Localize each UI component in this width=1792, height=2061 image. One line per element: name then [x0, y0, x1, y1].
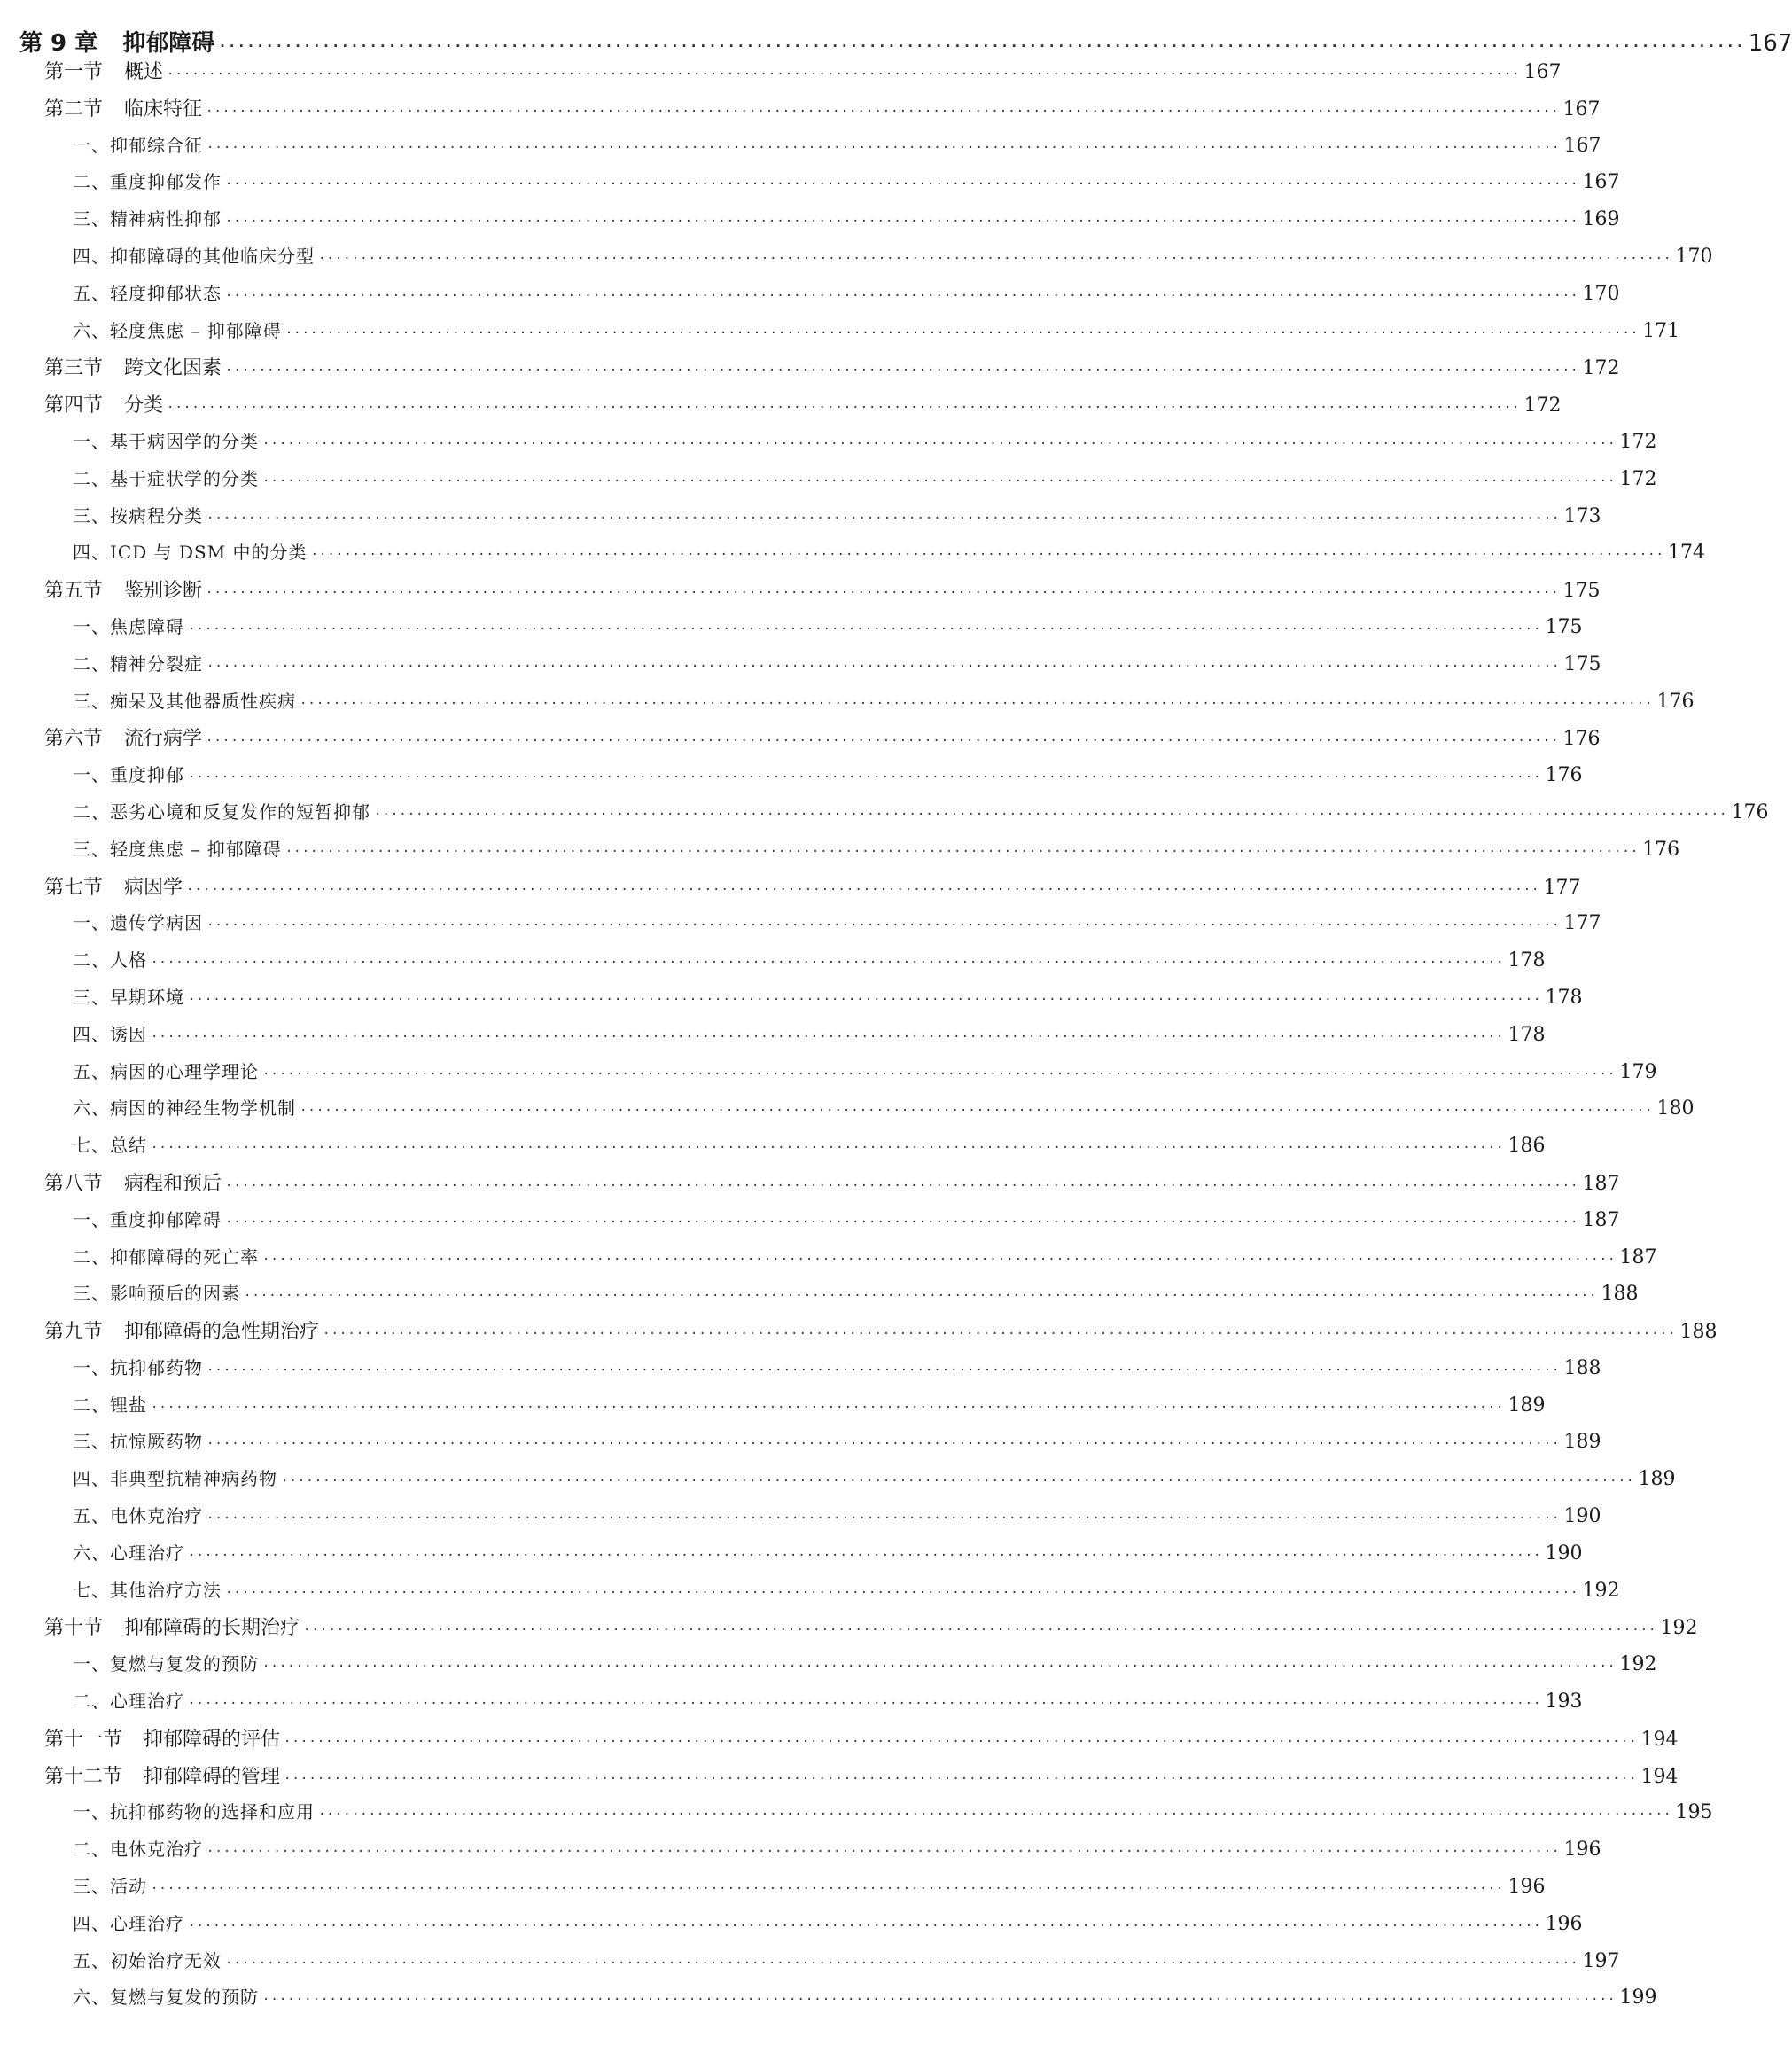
toc-entry-title-group	[73, 1983, 259, 2009]
leader-dots	[244, 1289, 1597, 1303]
section-label: 第十二节	[44, 1765, 123, 1788]
page-number: 175	[1545, 615, 1583, 638]
page-number: 196	[1563, 1839, 1601, 1862]
toc-item-row[interactable]	[19, 1058, 1657, 1095]
page-number: 189	[1563, 1431, 1601, 1454]
section-label: 第七节	[44, 876, 104, 899]
leader-dots	[188, 1919, 1541, 1933]
toc-entry-title-group	[44, 94, 202, 121]
toc-item-row[interactable]	[19, 1427, 1601, 1464]
leader-dots	[300, 697, 1653, 711]
item-title: 二、人格	[73, 949, 147, 972]
toc-entry-title-group	[73, 465, 259, 490]
page-number: 167	[1523, 61, 1562, 83]
leader-dots	[225, 215, 1578, 229]
toc-entry-title-group	[73, 946, 147, 972]
toc-item-row[interactable]	[19, 168, 1620, 205]
page-number: 187	[1582, 1208, 1620, 1231]
toc-item-row[interactable]	[19, 1206, 1620, 1243]
toc-item-row[interactable]	[19, 1983, 1657, 2020]
toc-item-row[interactable]	[19, 1094, 1695, 1131]
toc-item-row[interactable]	[19, 946, 1546, 983]
page-number: 175	[1563, 652, 1601, 675]
toc-entry-title-group	[73, 1391, 147, 1417]
leader-dots	[206, 1363, 1560, 1378]
toc-item-row[interactable]	[19, 502, 1601, 539]
toc-entry-title-group	[73, 1502, 203, 1527]
page-number: 170	[1582, 282, 1620, 305]
toc-item-row[interactable]	[19, 1835, 1601, 1872]
leader-dots	[225, 1179, 1578, 1193]
leader-dots	[151, 1401, 1504, 1415]
page-number: 192	[1582, 1579, 1620, 1602]
toc-item-row[interactable]	[19, 1798, 1713, 1835]
page-number: 172	[1582, 357, 1620, 380]
toc-section-row[interactable]	[19, 575, 1601, 613]
toc-entry-title-group	[73, 1427, 203, 1453]
page-number: 188	[1601, 1283, 1639, 1306]
page-number: 195	[1675, 1801, 1713, 1824]
page-number: 188	[1679, 1321, 1718, 1344]
page-number: 177	[1563, 912, 1601, 935]
toc-item-row[interactable]	[19, 909, 1601, 946]
item-title: 一、抗抑郁药物的选择和应用	[73, 1801, 315, 1823]
toc-entry-title-group	[73, 1058, 259, 1083]
page-number: 172	[1619, 467, 1657, 490]
page-number: 176	[1545, 764, 1583, 787]
toc-entry-title-group	[44, 1316, 319, 1344]
item-title: 一、遗传学病因	[73, 912, 203, 934]
page-number: 197	[1582, 1949, 1620, 1972]
toc-entry-title-group	[44, 390, 163, 418]
section-title: 跨文化因素	[124, 357, 222, 380]
item-title: 三、影响预后的因素	[73, 1283, 240, 1305]
page-number: 176	[1642, 838, 1680, 861]
leader-dots	[206, 586, 1559, 600]
toc-item-row[interactable]	[19, 465, 1657, 502]
page-number: 193	[1545, 1690, 1583, 1714]
leader-dots	[151, 1030, 1504, 1044]
leader-dots	[285, 326, 1639, 340]
page-number: 170	[1675, 245, 1713, 268]
item-title: 二、恶劣心境和反复发作的短暂抑郁	[73, 800, 370, 823]
leader-dots	[374, 808, 1727, 822]
item-title: 五、轻度抑郁状态	[73, 282, 222, 304]
leader-dots	[151, 1882, 1504, 1896]
leader-dots	[206, 918, 1560, 933]
item-title: 一、抑郁综合征	[73, 134, 203, 156]
leader-dots	[284, 1772, 1637, 1786]
toc-section-row[interactable]	[19, 1724, 1679, 1761]
leader-dots	[167, 401, 1520, 415]
item-title: 六、复燃与复发的预防	[73, 1987, 259, 2009]
page-number: 190	[1563, 1505, 1601, 1528]
toc-entry-title-group	[73, 1947, 222, 1972]
toc-item-row[interactable]	[19, 613, 1583, 650]
item-title: 六、心理治疗	[73, 1542, 184, 1564]
toc-section-row[interactable]	[19, 1168, 1620, 1206]
toc-entry-title-group	[44, 1761, 280, 1789]
item-title: 三、轻度焦虑 – 抑郁障碍	[73, 838, 282, 860]
leader-dots	[188, 1549, 1541, 1563]
toc-entry-title-group	[44, 723, 202, 751]
toc-item-row[interactable]	[19, 1279, 1639, 1316]
toc-entry-title-group	[73, 909, 203, 934]
toc-section-row[interactable]	[19, 94, 1601, 131]
leader-dots	[225, 1586, 1578, 1600]
section-label: 第四节	[44, 394, 104, 418]
chapter-heading[interactable]	[19, 25, 1792, 57]
item-title: 四、非典型抗精神病药物	[73, 1468, 277, 1490]
toc-section-row[interactable]	[19, 1316, 1718, 1354]
toc-entry-title-group	[44, 1168, 222, 1196]
toc-item-row[interactable]	[19, 1020, 1546, 1058]
chapter-number: 第 9 章	[19, 30, 98, 57]
page-number: 173	[1563, 504, 1601, 527]
section-label: 第八节	[44, 1172, 104, 1195]
toc-item-row[interactable]	[19, 687, 1695, 724]
chapter-title-group	[19, 25, 214, 58]
page-number: 167	[1563, 134, 1601, 157]
section-label: 第十节	[44, 1617, 104, 1640]
leader-dots	[218, 37, 1745, 54]
toc-item-row[interactable]	[19, 1650, 1657, 1687]
section-label: 第一节	[44, 61, 104, 83]
page-number: 177	[1543, 876, 1581, 899]
toc-entry-title-group	[73, 1576, 222, 1602]
toc-item-row[interactable]	[19, 1687, 1583, 1724]
toc-item-row[interactable]	[19, 1391, 1546, 1428]
page-number: 189	[1638, 1468, 1676, 1491]
toc-item-row[interactable]	[19, 205, 1620, 242]
item-title: 二、锂盐	[73, 1394, 147, 1416]
leader-dots	[206, 660, 1560, 674]
leader-dots	[206, 734, 1559, 748]
toc-section-row[interactable]	[19, 390, 1562, 427]
toc-entry-title-group	[44, 1724, 280, 1752]
item-title: 一、重度抑郁障碍	[73, 1208, 222, 1230]
page-number: 180	[1656, 1097, 1695, 1120]
toc-entry-title-group	[73, 1798, 315, 1823]
page-number: 172	[1523, 394, 1562, 418]
leader-dots	[323, 1327, 1676, 1341]
toc-entry-title-group	[73, 279, 222, 305]
item-title: 六、轻度焦虑 – 抑郁障碍	[73, 319, 282, 341]
toc-entry-title-group	[73, 1687, 184, 1713]
toc-entry-title-group	[73, 1909, 184, 1935]
item-title: 六、病因的神经生物学机制	[73, 1097, 296, 1120]
item-title: 三、早期环境	[73, 986, 184, 1008]
section-title: 流行病学	[124, 728, 203, 751]
page-number: 176	[1731, 800, 1769, 824]
toc-entry-title-group	[73, 687, 296, 713]
toc-item-row[interactable]	[19, 1576, 1620, 1613]
toc-item-row[interactable]	[19, 242, 1713, 279]
item-title: 一、复燃与复发的预防	[73, 1653, 259, 1675]
toc-entry-title-group	[73, 1539, 184, 1565]
page-number: 186	[1508, 1135, 1546, 1158]
leader-dots	[188, 622, 1541, 636]
page-number: 192	[1660, 1617, 1698, 1640]
toc-item-row[interactable]	[19, 1354, 1601, 1391]
item-title: 二、基于症状学的分类	[73, 467, 259, 489]
item-title: 七、总结	[73, 1135, 147, 1157]
toc-entry-title-group	[73, 983, 184, 1009]
toc-section-row[interactable]	[19, 1761, 1679, 1799]
toc-entry-title-group	[44, 1612, 300, 1640]
leader-dots	[188, 770, 1541, 785]
page-number: 179	[1619, 1060, 1657, 1083]
page-number: 176	[1656, 690, 1695, 713]
leader-dots	[206, 105, 1559, 119]
toc-entry-title-group	[73, 1131, 147, 1157]
page-number: 196	[1508, 1876, 1546, 1899]
leader-dots	[318, 252, 1671, 266]
toc-item-row[interactable]	[19, 798, 1769, 835]
leader-dots	[206, 511, 1560, 526]
toc-entry-title-group	[73, 835, 282, 861]
leader-dots	[225, 1956, 1578, 1971]
toc-entry-title-group	[73, 427, 259, 453]
toc-section-row[interactable]	[19, 1612, 1698, 1650]
leader-dots	[300, 1104, 1653, 1118]
item-title: 二、精神分裂症	[73, 652, 203, 675]
leader-dots	[303, 1623, 1656, 1637]
section-title: 抑郁障碍的长期治疗	[124, 1617, 300, 1640]
toc-item-row[interactable]	[19, 1502, 1601, 1539]
page-number: 178	[1508, 949, 1546, 972]
item-title: 一、基于病因学的分类	[73, 430, 259, 452]
page-number: 196	[1545, 1912, 1583, 1935]
toc-entry-title-group	[73, 1650, 259, 1675]
page-number: 187	[1619, 1245, 1657, 1269]
page-number: 167	[1562, 98, 1601, 121]
toc-entry-title-group	[44, 57, 163, 84]
toc-item-row[interactable]	[19, 1243, 1657, 1280]
toc-entry-title-group	[73, 1206, 222, 1231]
toc-entry-title-group	[73, 205, 222, 230]
leader-dots	[151, 1141, 1504, 1155]
item-title: 一、抗抑郁药物	[73, 1356, 203, 1378]
item-title: 四、诱因	[73, 1023, 147, 1045]
toc-entry-title-group	[73, 650, 203, 675]
toc-item-row[interactable]	[19, 131, 1601, 168]
page-number: 169	[1582, 208, 1620, 231]
leader-dots	[188, 993, 1541, 1007]
section-title: 抑郁障碍的管理	[144, 1765, 281, 1788]
leader-dots	[206, 141, 1560, 155]
leader-dots	[285, 845, 1639, 859]
item-title: 四、抑郁障碍的其他临床分型	[73, 245, 315, 267]
item-title: 四、ICD 与 DSM 中的分类	[73, 542, 308, 564]
page-number: 189	[1508, 1394, 1546, 1417]
leader-dots	[188, 1697, 1541, 1711]
toc-entry-title-group	[73, 168, 222, 193]
item-title: 二、电休克治疗	[73, 1839, 203, 1861]
page-number: 192	[1619, 1653, 1657, 1676]
toc-section-row[interactable]	[19, 57, 1562, 94]
leader-dots	[262, 1659, 1616, 1674]
section-label: 第五节	[44, 580, 104, 603]
leader-dots	[318, 1807, 1671, 1822]
page-number: 178	[1508, 1023, 1546, 1046]
leader-dots	[225, 1215, 1578, 1230]
item-title: 五、电休克治疗	[73, 1505, 203, 1527]
page-number: 172	[1619, 430, 1657, 453]
toc-entry-title-group	[73, 538, 308, 564]
toc-section-row[interactable]	[19, 353, 1620, 390]
chapter-page-number: 167	[1748, 30, 1792, 57]
leader-dots	[225, 363, 1578, 378]
item-title: 五、初始治疗无效	[73, 1949, 222, 1971]
toc-item-row[interactable]	[19, 1872, 1546, 1909]
toc-item-row[interactable]	[19, 316, 1680, 354]
toc-section-row[interactable]	[19, 872, 1581, 909]
item-title: 七、其他治疗方法	[73, 1579, 222, 1601]
page-number: 176	[1562, 728, 1601, 751]
toc-entry-title-group	[44, 353, 222, 380]
item-title: 一、焦虑障碍	[73, 615, 184, 637]
page-number: 188	[1563, 1356, 1601, 1379]
page-number: 190	[1545, 1542, 1583, 1565]
leader-dots	[186, 883, 1539, 897]
page-number: 175	[1562, 580, 1601, 603]
item-title: 五、病因的心理学理论	[73, 1060, 259, 1082]
toc-item-row[interactable]	[19, 1464, 1676, 1502]
leader-dots	[225, 177, 1578, 191]
leader-dots	[206, 1511, 1560, 1526]
page-number: 174	[1667, 542, 1705, 565]
toc-item-row[interactable]	[19, 1947, 1620, 1984]
item-title: 二、抑郁障碍的死亡率	[73, 1245, 259, 1268]
page-number: 194	[1640, 1765, 1679, 1788]
item-title: 三、抗惊厥药物	[73, 1431, 203, 1453]
toc-entry-title-group	[73, 1094, 296, 1120]
item-title: 三、精神病性抑郁	[73, 208, 222, 230]
toc-item-row[interactable]	[19, 1539, 1583, 1576]
toc-entry-title-group	[73, 798, 370, 824]
item-title: 二、重度抑郁发作	[73, 171, 222, 193]
toc-item-row[interactable]	[19, 983, 1583, 1020]
toc-item-row[interactable]	[19, 538, 1705, 575]
leader-dots	[151, 956, 1504, 970]
leader-dots	[262, 437, 1616, 451]
section-label: 第二节	[44, 98, 104, 121]
page-number: 167	[1582, 171, 1620, 194]
section-label: 第九节	[44, 1321, 104, 1344]
toc-entry-title-group	[44, 872, 183, 900]
section-title: 病程和预后	[124, 1172, 222, 1195]
leader-dots	[206, 1437, 1560, 1451]
toc-item-row[interactable]	[19, 279, 1620, 316]
section-label: 第三节	[44, 357, 104, 380]
toc-entry-title-group	[44, 575, 202, 603]
section-title: 抑郁障碍的评估	[144, 1728, 281, 1751]
toc-entry-title-group	[73, 1020, 147, 1046]
toc-entry-title-group	[73, 1464, 277, 1490]
toc-entry-title-group	[73, 242, 315, 268]
page-number: 171	[1642, 319, 1680, 342]
toc-item-row[interactable]	[19, 1131, 1546, 1168]
toc-entry-title-group	[73, 1243, 259, 1269]
leader-dots	[262, 1067, 1616, 1081]
section-title: 临床特征	[124, 98, 203, 121]
leader-dots	[206, 1845, 1560, 1859]
item-title: 三、痴呆及其他器质性疾病	[73, 690, 296, 712]
toc-item-row[interactable]	[19, 761, 1583, 798]
toc-entry-title-group	[73, 1835, 203, 1861]
item-title: 二、心理治疗	[73, 1690, 184, 1713]
toc-item-row[interactable]	[19, 427, 1657, 465]
section-title: 概述	[124, 61, 164, 83]
toc-entry-title-group	[73, 1354, 203, 1379]
leader-dots	[311, 548, 1664, 562]
page-number: 194	[1640, 1728, 1679, 1751]
toc-entry-title-group	[73, 613, 184, 638]
leader-dots	[225, 289, 1578, 303]
page-number: 178	[1545, 986, 1583, 1009]
leader-dots	[262, 474, 1616, 488]
toc-entry-title-group	[73, 1872, 147, 1898]
item-title: 四、心理治疗	[73, 1912, 184, 1934]
toc-entry-title-group	[73, 316, 282, 342]
page-number: 199	[1619, 1987, 1657, 2010]
toc-entry-title-group	[73, 761, 184, 786]
item-title: 三、活动	[73, 1876, 147, 1898]
leader-dots	[167, 67, 1520, 82]
leader-dots	[281, 1474, 1634, 1488]
toc-section-row[interactable]	[19, 723, 1601, 761]
leader-dots	[284, 1735, 1637, 1749]
section-title: 分类	[124, 394, 164, 418]
leader-dots	[262, 1253, 1616, 1267]
leader-dots	[262, 1993, 1616, 2007]
section-title: 病因学	[124, 876, 183, 899]
item-title: 三、按病程分类	[73, 504, 203, 527]
toc-item-row[interactable]	[19, 1909, 1583, 1947]
toc-item-row[interactable]	[19, 835, 1680, 872]
section-title: 抑郁障碍的急性期治疗	[124, 1321, 320, 1344]
section-label: 第六节	[44, 728, 104, 751]
section-label: 第十一节	[44, 1728, 123, 1751]
toc-entry-title-group	[73, 131, 203, 157]
toc-item-row[interactable]	[19, 650, 1601, 687]
toc-entries	[19, 57, 1769, 2020]
toc-entry-title-group	[73, 502, 203, 527]
item-title: 一、重度抑郁	[73, 764, 184, 786]
section-title: 鉴别诊断	[124, 580, 203, 603]
chapter-title: 抑郁障碍	[122, 30, 215, 57]
page-number: 187	[1582, 1172, 1620, 1195]
toc-entry-title-group	[73, 1279, 240, 1305]
